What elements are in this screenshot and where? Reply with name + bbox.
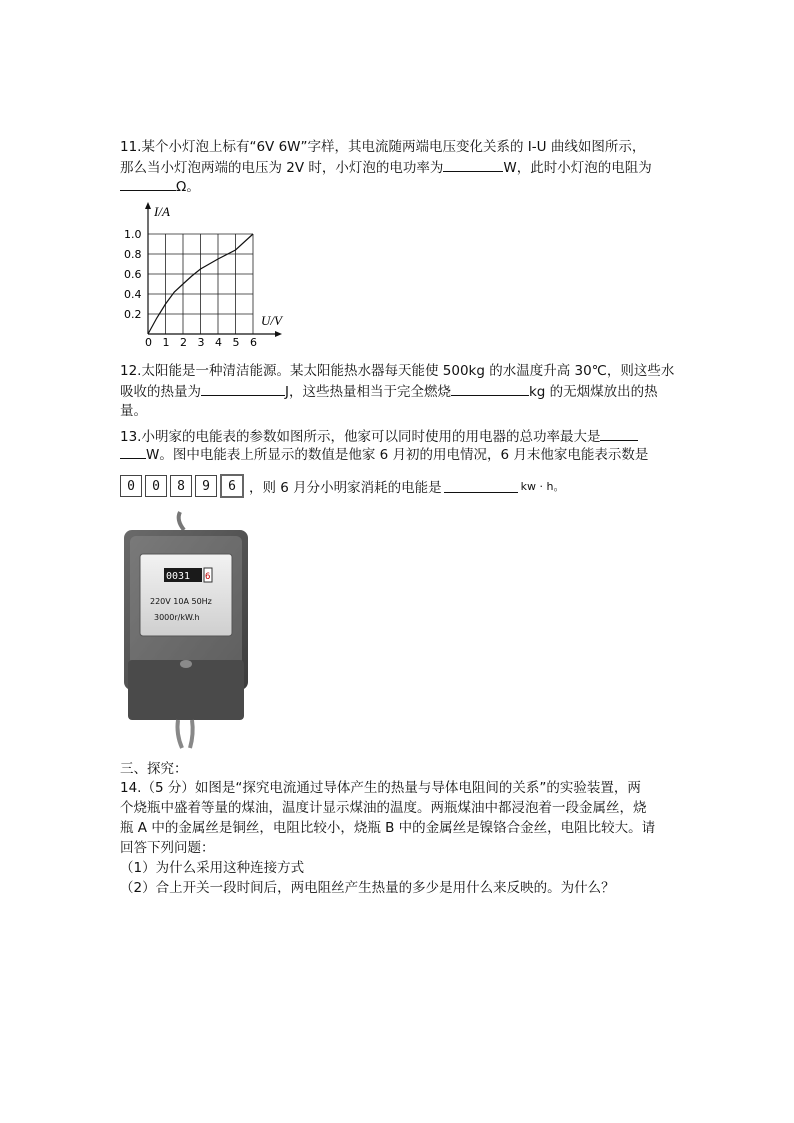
q11-line3 (120, 177, 200, 196)
q14-line2: 个烧瓶中盛着等量的煤油，温度计显示煤油的温度。两瓶煤油中都浸泡着一段金属丝，烧 (120, 800, 647, 816)
x-tick-label: 6 (250, 336, 257, 348)
reading-digit: 8 (170, 475, 192, 497)
q13-line2 (120, 445, 648, 464)
y-axis-arrow (145, 202, 151, 209)
q11-text-c: Ω。 (176, 179, 200, 195)
x-tick-label: 1 (162, 336, 170, 348)
q12-text-a: 吸收的热量为 (120, 384, 201, 400)
q12-line3: 量。 (120, 403, 147, 419)
q11-line1: 11.某个小灯泡上标有“6V 6W”字样，其电流随两端电压变化关系的 I-U 曲线如图所示， (120, 139, 646, 155)
q12-text-b: J，这些热量相当于完全燃烧 (285, 384, 451, 400)
q14-sub1: （1）为什么采用这种连接方式 (120, 860, 305, 876)
q12-text-c: kg 的无烟煤放出的热 (528, 384, 658, 400)
reading-digit: 0 (145, 475, 167, 497)
x-tick-label: 4 (215, 336, 222, 348)
q13-power-blank-part1[interactable] (600, 427, 638, 441)
reading-digit: 9 (195, 475, 217, 497)
q12-coal-blank[interactable] (451, 382, 529, 396)
q13-energy-blank[interactable] (444, 479, 518, 493)
q11-resistance-blank[interactable] (120, 177, 176, 191)
meter-counter-last: 6 (205, 572, 211, 582)
y-tick-label: 0.8 (124, 248, 142, 261)
x-tick-label: 3 (197, 336, 205, 348)
q13-unit: kw · h。 (520, 480, 565, 493)
electric-meter-image (120, 510, 250, 750)
meter-terminal-cover (128, 660, 244, 720)
q12-line1: 12.太阳能是一种清洁能源。某太阳能热水器每天能使 500kg 的水温度升高 30℃，则这些水 (120, 363, 675, 379)
iu-graph (118, 198, 298, 348)
meter-counter-digits: 0031 (166, 571, 191, 582)
q14-line4: 回答下列问题： (120, 840, 215, 856)
q13-line1 (120, 427, 638, 446)
x-tick-label: 2 (180, 336, 187, 348)
y-axis-label: I/A (154, 204, 170, 219)
y-tick-label: 0.4 (124, 288, 142, 301)
q11-power-blank[interactable] (443, 158, 503, 172)
meter-spec-constant: 3000r/kW.h (154, 613, 200, 622)
q12-line2 (120, 382, 658, 401)
meter-face (140, 554, 232, 636)
q13-text-c: ，则 6 月分小明家消耗的电能是 (249, 480, 442, 496)
y-tick-label: 1.0 (124, 228, 142, 241)
meter-spec-rating: 220V 10A 50Hz (150, 597, 212, 606)
q14-line3: 瓶 A 中的金属丝是铜丝，电阻比较小，烧瓶 B 中的金属丝是镍铬合金丝，电阻比较大。请 (120, 820, 656, 836)
q11-text-a: 那么当小灯泡两端的电压为 2V 时，小灯泡的电功率为 (120, 160, 444, 176)
q13-text-a: 13.小明家的电能表的参数如图所示，他家可以同时使用的用电器的总功率最大是 (120, 429, 601, 445)
section-title: 三、探究： (120, 761, 188, 777)
y-tick-label: 0.2 (124, 308, 142, 321)
y-tick-label: 0.6 (124, 268, 142, 281)
q11-line2 (120, 158, 652, 177)
q14-line1: 14.（5 分）如图是“探究电流通过导体产生的热量与导体电阻间的关系”的实验装置，两 (120, 780, 641, 796)
q11-text-b: W，此时小灯泡的电阻为 (503, 160, 652, 176)
q14-sub2: （2）合上开关一段时间后，两电阻丝产生热量的多少是用什么来反映的。为什么？ (120, 880, 615, 896)
meter-end-reading (120, 474, 565, 498)
x-tick-label: 5 (232, 336, 240, 348)
q12-heat-blank[interactable] (201, 382, 285, 396)
meter-cable-bottom (178, 720, 183, 748)
x-tick-label: 0 (145, 336, 152, 348)
reading-digit: 0 (120, 475, 142, 497)
q13-text-b: W。图中电能表上所显示的数值是他家 6 月初的用电情况，6 月末他家电能表示数是 (146, 447, 649, 463)
q13-power-blank-part2[interactable] (120, 445, 146, 459)
x-axis-label: U/V (261, 313, 282, 328)
reading-digit-decimal: 6 (220, 474, 244, 498)
meter-cable-top (179, 512, 184, 530)
x-axis-arrow (275, 331, 282, 337)
